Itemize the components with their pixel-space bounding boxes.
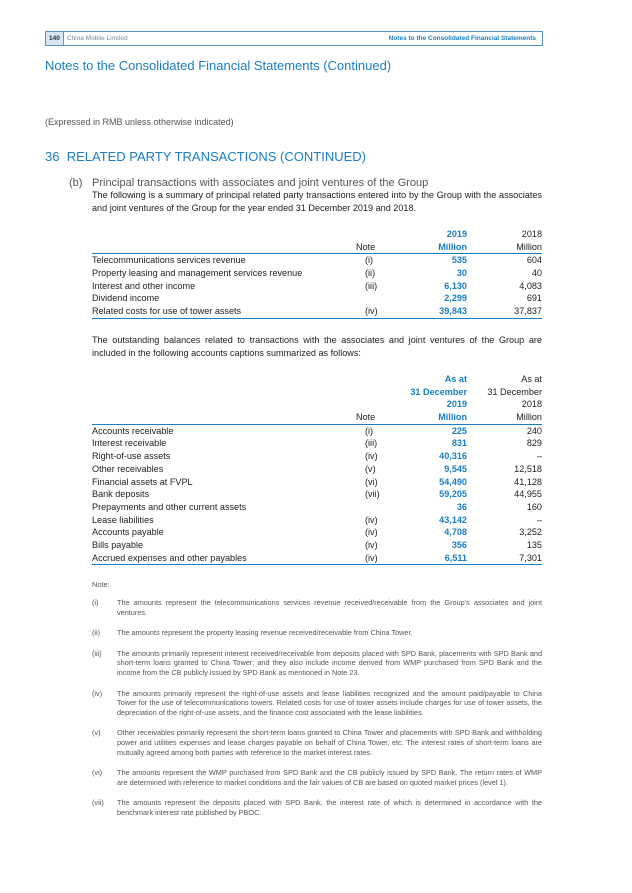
row-label: Lease liabilities <box>92 514 154 525</box>
row-label: Accounts receivable <box>92 425 174 436</box>
table-row <box>92 305 542 318</box>
note-text: The amounts represent the property leasing revenue received/receivable from China Tower. <box>117 628 413 638</box>
header-2018-unit: Million <box>516 412 542 423</box>
row-note: (i) <box>365 425 374 436</box>
table-row <box>92 450 542 463</box>
row-2019: 9,545 <box>444 463 467 474</box>
table-row <box>92 539 542 552</box>
row-note: (iii) <box>365 280 378 291</box>
note-item <box>92 798 542 817</box>
row-label: Accrued expenses and other payables <box>92 552 247 563</box>
row-2018: 691 <box>526 293 542 304</box>
table-row <box>92 280 542 293</box>
section-number: 36 <box>45 149 60 164</box>
table-row <box>92 488 542 501</box>
header-section-title: Notes to the Consolidated Financial Statements <box>388 35 536 42</box>
note-item <box>92 628 542 638</box>
row-2018: – <box>536 514 542 525</box>
row-2018: 135 <box>526 539 542 550</box>
row-2018: 160 <box>526 501 542 512</box>
row-2018: 12,518 <box>514 463 542 474</box>
page-header-bar <box>45 31 543 46</box>
note-item <box>92 728 542 757</box>
note-item <box>92 689 542 718</box>
header-2018-line2: 31 December <box>487 386 542 397</box>
section-title-text: RELATED PARTY TRANSACTIONS (CONTINUED) <box>66 149 366 164</box>
row-label: Accounts payable <box>92 527 164 538</box>
balances-paragraph: The outstanding balances related to transactions with the associates and joint ventures of the Group are included in the following accounts captions summarized as follows: <box>92 335 542 358</box>
table-row <box>92 463 542 476</box>
page-number: 140 <box>46 32 64 45</box>
table-row <box>92 437 542 450</box>
section-title <box>45 149 366 164</box>
row-2018: 44,955 <box>514 489 542 500</box>
row-note: (vi) <box>365 476 378 487</box>
row-note: (iv) <box>365 552 378 563</box>
row-2019: 36 <box>456 501 467 512</box>
header-2018-unit: Million <box>516 241 542 252</box>
note-text: Other receivables primarily represent the short-term loans granted to China Tower and placements with SPD Bank and withholding power and utilities expenses and lease charges payable on behalf of China Tower, etc. The interest rates of short-term loans are mutually agreed among both parties with reference to the market interest rates. <box>117 728 542 757</box>
row-note: (iv) <box>365 451 378 462</box>
row-2019: 535 <box>451 255 467 266</box>
header-2019-line2: 31 December <box>410 386 467 397</box>
intro-paragraph: The following is a summary of principal related party transactions entered into by the Group with the associates and joint ventures of the Group for the year ended 31 December 2019 and 2018. <box>92 190 542 213</box>
row-note: (iv) <box>365 306 378 317</box>
header-2018-year: 2018 <box>521 229 542 239</box>
note-text: The amounts represent the WMP purchased from SPD Bank and the CB publicly issued by SPD Bank. The return rates of WMP are determined with reference to market conditions and the fair values of CB are based on quoted market prices (level 1). <box>117 768 542 787</box>
note-item <box>92 768 542 787</box>
row-label: Prepayments and other current assets <box>92 501 247 512</box>
note-mark: (i) <box>92 598 99 607</box>
row-label: Financial assets at FVPL <box>92 476 193 487</box>
row-2019: 43,142 <box>439 514 467 525</box>
note-mark: (vii) <box>92 798 104 808</box>
note-item <box>92 598 542 617</box>
row-2019: 356 <box>451 539 467 550</box>
row-2018: 40 <box>531 268 542 279</box>
row-note: (iii) <box>365 438 378 449</box>
table-row <box>92 292 542 305</box>
row-2019: 6,130 <box>444 280 467 291</box>
row-note: (v) <box>365 463 376 474</box>
table-row <box>92 514 542 527</box>
note-item <box>92 649 542 678</box>
table-row <box>92 552 542 565</box>
row-note: (vii) <box>365 489 380 500</box>
table-row <box>92 501 542 514</box>
row-note: (iv) <box>365 527 378 538</box>
row-label: Bills payable <box>92 539 144 550</box>
row-label: Interest receivable <box>92 438 167 449</box>
row-2018: 240 <box>526 425 542 436</box>
table-row <box>92 267 542 280</box>
page-heading: Notes to the Consolidated Financial Statements (Continued) <box>45 58 392 73</box>
note-mark: (iii) <box>92 648 102 658</box>
notes-heading: Note: <box>92 580 110 589</box>
row-label: Right-of-use assets <box>92 451 171 462</box>
header-2019-line1: As at <box>444 374 467 384</box>
header-2018-line1: As at <box>521 374 542 384</box>
row-label: Interest and other income <box>92 280 196 291</box>
header-2019-unit: Million <box>438 241 467 252</box>
table-row <box>92 254 542 267</box>
row-2018: – <box>536 451 542 462</box>
transactions-table <box>92 228 542 319</box>
row-label: Telecommunications services revenue <box>92 255 246 266</box>
row-2019: 39,843 <box>439 306 467 317</box>
row-label: Related costs for use of tower assets <box>92 306 242 317</box>
company-name: China Mobile Limited <box>66 35 128 42</box>
table-body <box>92 425 542 566</box>
note-text: The amounts represent the deposits placed with SPD Bank, the interest rate of which is determined in accordance with the benchmark interest rate published by PBOC. <box>117 798 542 817</box>
table-row <box>92 526 542 539</box>
row-2019: 40,316 <box>439 451 467 462</box>
row-note: (iv) <box>365 514 378 525</box>
row-2019: 2,299 <box>444 293 467 304</box>
row-2019: 4,708 <box>444 527 467 538</box>
currency-note: (Expressed in RMB unless otherwise indicated) <box>45 117 234 127</box>
row-2018: 829 <box>526 438 542 449</box>
notes-list <box>92 598 542 818</box>
note-text: The amounts primarily represent interest received/receivable from deposits placed with SPD Bank, placements with SPD Bank and short-term loans granted to China Tower; and they also include income derived from WMP purchased from SPD Bank and the income from the CB publicly issued by SPD Bank as mentioned in Note 23. <box>117 648 542 677</box>
row-2019: 30 <box>456 268 467 279</box>
row-note: (ii) <box>365 268 376 279</box>
header-2019-unit: Million <box>438 412 467 423</box>
balances-table <box>92 373 542 565</box>
row-2019: 59,205 <box>439 489 467 500</box>
header-2018-line3: 2018 <box>521 399 542 410</box>
table-body <box>92 254 542 318</box>
header-note: Note <box>356 412 376 423</box>
row-2018: 3,252 <box>519 527 542 538</box>
row-note: (i) <box>365 255 374 266</box>
note-text: The amounts represent the telecommunications services revenue received/receivable from the Group's associates and joint ventures. <box>117 598 542 617</box>
note-text: The amounts primarily represent the right-of-use assets and lease liabilities recognized and the amount paid/payable to China Tower for the use of telecommunications towers. Related costs for use of tower assets include charges for use of tower assets, the depreciation of the right-of-use assets, and the finance cost associated with the lease liabilities. <box>117 688 542 717</box>
note-mark: (vi) <box>92 768 103 778</box>
row-2019: 225 <box>451 425 467 436</box>
row-2019: 54,490 <box>439 476 467 487</box>
note-mark: (ii) <box>92 628 101 638</box>
row-2018: 37,837 <box>514 306 542 317</box>
header-2019-line3: 2019 <box>446 399 467 410</box>
row-label: Other receivables <box>92 463 164 474</box>
row-2018: 604 <box>526 255 542 266</box>
row-2019: 6,511 <box>444 552 467 563</box>
row-note: (iv) <box>365 539 378 550</box>
row-label: Bank deposits <box>92 489 150 500</box>
subsection-label: (b) <box>69 177 83 189</box>
row-2019: 831 <box>451 438 467 449</box>
row-2018: 4,083 <box>519 280 542 291</box>
table-row <box>92 476 542 489</box>
row-2018: 7,301 <box>519 552 542 563</box>
subsection-title: Principal transactions with associates and joint ventures of the Group <box>92 177 429 189</box>
note-mark: (v) <box>92 728 101 738</box>
table-row <box>92 425 542 438</box>
row-label: Dividend income <box>92 293 160 304</box>
header-note: Note <box>356 241 376 252</box>
header-2019-year: 2019 <box>446 229 467 239</box>
table-header <box>92 373 542 425</box>
table-header <box>92 228 542 254</box>
row-label: Property leasing and management services revenue <box>92 268 303 279</box>
note-mark: (iv) <box>92 688 103 698</box>
row-2018: 41,128 <box>514 476 542 487</box>
